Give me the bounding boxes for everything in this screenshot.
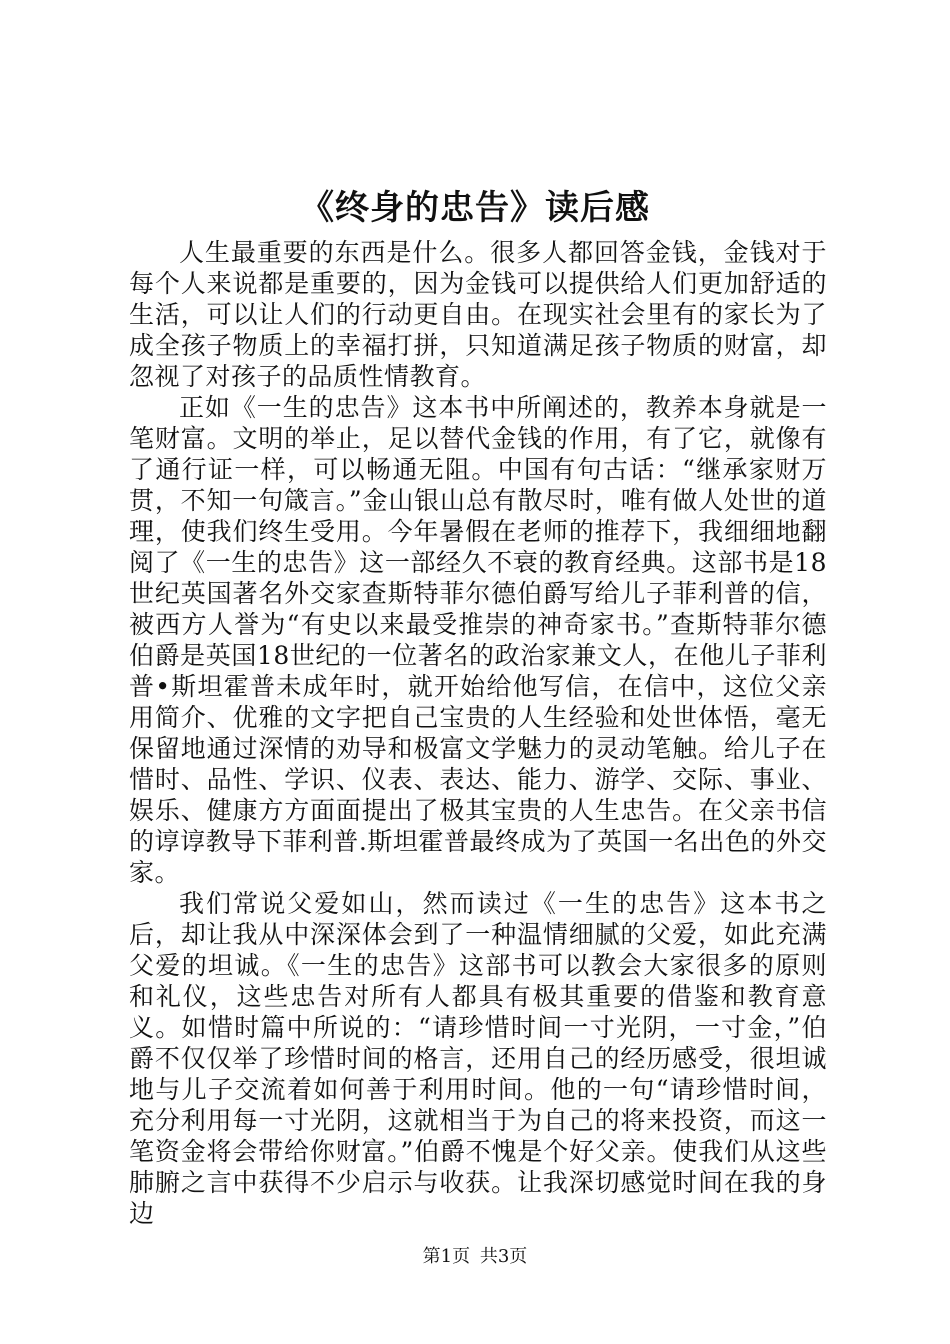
paragraph: 正如《一生的忠告》这本书中所阐述的，教养本身就是一笔财富。文明的举止，足以替代金钱的作用，有了它，就像有了通行证一样，可以畅通无阻。中国有句古话：“继承家财万贯，不知一句箴言。”金山银山总有散尽时，唯有做人处世的道理，使我们终生受用。今年暑假在老师的推荐下，我细细地翻阅了《一生的忠告》这一部经久不衰的教育经典。这部书是18世纪英国著名外交家查斯特菲尔德伯爵写给儿子菲利普的信，被西方人誉为“有史以来最受推崇的神奇家书。”查斯特菲尔德伯爵是英国18世纪的一位著名的政治家兼文人，在他儿子菲利普•斯坦霍普未成年时，就开始给他写信，在信中，这位父亲用简介、优雅的文字把自己宝贵的人生经验和处世体悟，毫无保留地通过深情的劝导和极富文学魅力的灵动笔触。给儿子在惜时、品性、学识、仪表、表达、能力、游学、交际、事业、娱乐、健康方方面面提出了极其宝贵的人生忠告。在父亲书信的谆谆教导下菲利普.斯坦霍普最终成为了英国一名出色的外交家。 [129, 393, 827, 887]
page-footer [0, 1245, 950, 1269]
page-number: 第1页 [422, 1246, 471, 1267]
document-title: 《终身的忠告》读后感 [300, 188, 650, 228]
paragraph: 人生最重要的东西是什么。很多人都回答金钱，金钱对于每个人来说都是重要的，因为金钱可以提供给人们更加舒适的生活，可以让人们的行动更自由。在现实社会里有的家长为了成全孩子物质上的幸福打拼，只知道满足孩子物质的财富，却忽视了对孩子的品质性情教育。 [129, 238, 827, 391]
document-body [129, 237, 827, 1229]
paragraph: 我们常说父爱如山，然而读过《一生的忠告》这本书之后，却让我从中深深体会到了一种温情细腻的父爱，如此充满父爱的坦诚。《一生的忠告》这部书可以教会大家很多的原则和礼仪，这些忠告对所有人都具有极其重要的借鉴和教育意义。如惜时篇中所说的：“请珍惜时间一寸光阴，一寸金，”伯爵不仅仅举了珍惜时间的格言，还用自己的经历感受，很坦诚地与儿子交流着如何善于利用时间。他的一句“请珍惜时间，充分利用每一寸光阴，这就相当于为自己的将来投资，而这一笔资金将会带给你财富。”伯爵不愧是个好父亲。使我们从这些肺腑之言中获得不少启示与收获。让我深切感觉时间在我的身边 [129, 889, 827, 1228]
page-total: 共3页 [479, 1246, 528, 1267]
